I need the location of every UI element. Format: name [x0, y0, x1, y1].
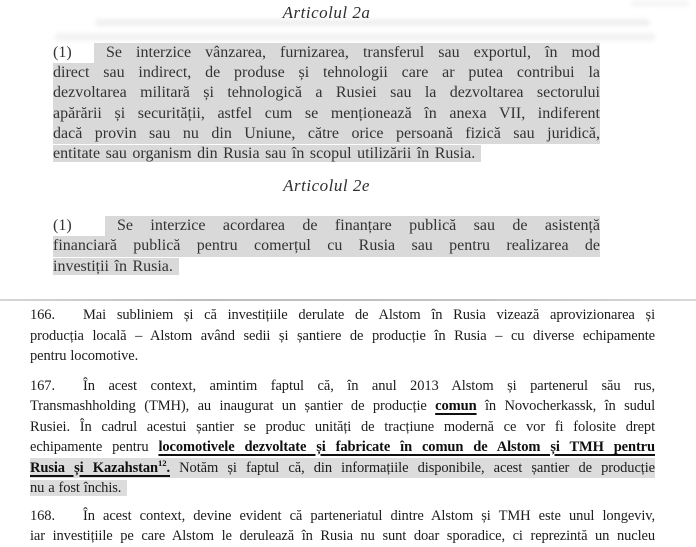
paragraph — [30, 376, 655, 499]
highlighted-text — [53, 83, 600, 103]
body-line — [30, 417, 655, 438]
quote-line — [53, 43, 600, 63]
quote-line — [53, 144, 600, 164]
body-line — [30, 506, 655, 527]
quote-line — [53, 63, 600, 83]
paragraph — [30, 506, 655, 547]
text-segment: direct sau indirect, de produse și tehnologii care ar putea contribui la — [53, 64, 600, 82]
quote-block — [53, 43, 600, 164]
line-text — [30, 348, 144, 364]
paragraph — [30, 305, 655, 367]
text-segment: iar investițiile pe care Alstom le derulează în Rusia nu sunt doar sporadice, ci reprezintă un nucleu — [30, 528, 655, 544]
article-heading: Articolul 2a — [282, 3, 371, 22]
text-segment: apărării și securității, astfel cum se menționează în anexa VII, indiferent — [53, 104, 600, 122]
body-line — [30, 305, 655, 326]
text-segment: entitate sau organism din Rusia sau în scopul utilizării în Rusia. — [53, 144, 476, 162]
body-line — [30, 458, 655, 479]
quote-line — [53, 216, 600, 236]
emphasis-text: comun — [435, 398, 477, 414]
body-line — [30, 526, 655, 547]
text-segment: În acest context, devine evident că parteneriatul dintre Alstom și TMH este unul longeviv, — [83, 507, 655, 524]
footnote-reference: 12 — [157, 457, 167, 468]
line-text — [30, 417, 655, 438]
quote-line — [53, 257, 600, 277]
text-segment: Notăm și faptul că, din informațiile disponibile, acest șantier de producție — [170, 459, 655, 476]
text-segment: Transmashholding (TMH), au inaugurat un șantier de producție — [30, 398, 436, 414]
quote-line — [53, 83, 600, 103]
highlighted-text — [53, 124, 600, 144]
body-line — [30, 396, 655, 417]
body-line — [30, 326, 655, 347]
highlighted-text — [30, 480, 127, 496]
scan-artifact — [630, 1, 690, 6]
line-text — [83, 376, 655, 397]
line-text — [30, 396, 655, 417]
paragraph-number: 167. — [30, 377, 55, 394]
body-section — [30, 305, 655, 547]
body-line — [30, 437, 655, 458]
emphasis-text: locomotivele dezvoltate și fabricate în comun de Alstom și TMH pentru — [158, 439, 655, 455]
quote-line — [53, 236, 600, 256]
quote-line — [53, 104, 600, 124]
highlighted-text — [53, 236, 600, 256]
quote-block — [53, 216, 600, 277]
emphasis-text: . — [166, 459, 170, 476]
text-segment: pentru locomotive. — [30, 348, 139, 364]
text-segment: În acest context, amintim faptul că, în anul 2013 Alstom și partenerul său rus, — [83, 377, 655, 394]
line-text — [30, 526, 655, 547]
highlighted-text — [53, 63, 600, 83]
text-segment: în Novocherkassk, în sudul — [476, 398, 656, 414]
text-segment: Se interzice acordarea de finanțare publică sau de asistență — [117, 217, 600, 235]
line-text — [83, 506, 655, 527]
text-segment: Mai subliniem și că investițiile derulate de Alstom în Rusia vizează aprovizionarea și — [83, 307, 655, 323]
text-segment: Rusiei. În cadrul acestui șantier se produc unități de tracțiune modernă ce vor fi folosite drept — [30, 418, 655, 435]
body-line — [30, 346, 655, 367]
article-heading: Articolul 2e — [283, 176, 370, 196]
line-text — [83, 305, 655, 326]
body-line — [30, 376, 655, 397]
highlighted-text — [105, 216, 600, 236]
clause-number: (1) — [53, 217, 72, 235]
text-segment: nu a fost închis. — [30, 480, 122, 496]
quote-section — [53, 0, 600, 277]
text-segment: dacă provin sau nu din Uniune, către orice persoană fizică sau juridică, — [53, 124, 600, 142]
text-segment: dezvoltarea militară și tehnologică a Rusiei sau la dezvoltarea sectorului — [53, 84, 600, 102]
text-segment: financiară publică pentru comerțul cu Rusia sau pentru realizarea de — [53, 237, 600, 255]
emphasis-text: Rusia și Kazahstan — [30, 459, 158, 476]
text-segment: investiții în Rusia. — [53, 257, 173, 275]
highlighted-text — [53, 258, 179, 275]
paragraph-number: 166. — [30, 307, 55, 323]
highlighted-text — [53, 145, 481, 162]
highlighted-text — [30, 458, 655, 479]
text-segment: producția locală – Alstom având sedii și șantiere de producție în Rusia – cu diverse echipamente — [30, 327, 655, 344]
line-text — [30, 437, 655, 458]
highlighted-text — [53, 104, 600, 124]
highlighted-text — [94, 43, 600, 63]
quote-line — [53, 124, 600, 144]
paragraph-number: 168. — [30, 507, 55, 524]
clause-number: (1) — [53, 44, 72, 61]
section-divider — [0, 299, 696, 301]
body-line — [30, 478, 655, 499]
text-segment: Se interzice vânzarea, furnizarea, transferul sau exportul, în mod — [106, 44, 600, 61]
line-text — [30, 326, 655, 347]
text-segment: echipamente pentru — [30, 439, 159, 455]
